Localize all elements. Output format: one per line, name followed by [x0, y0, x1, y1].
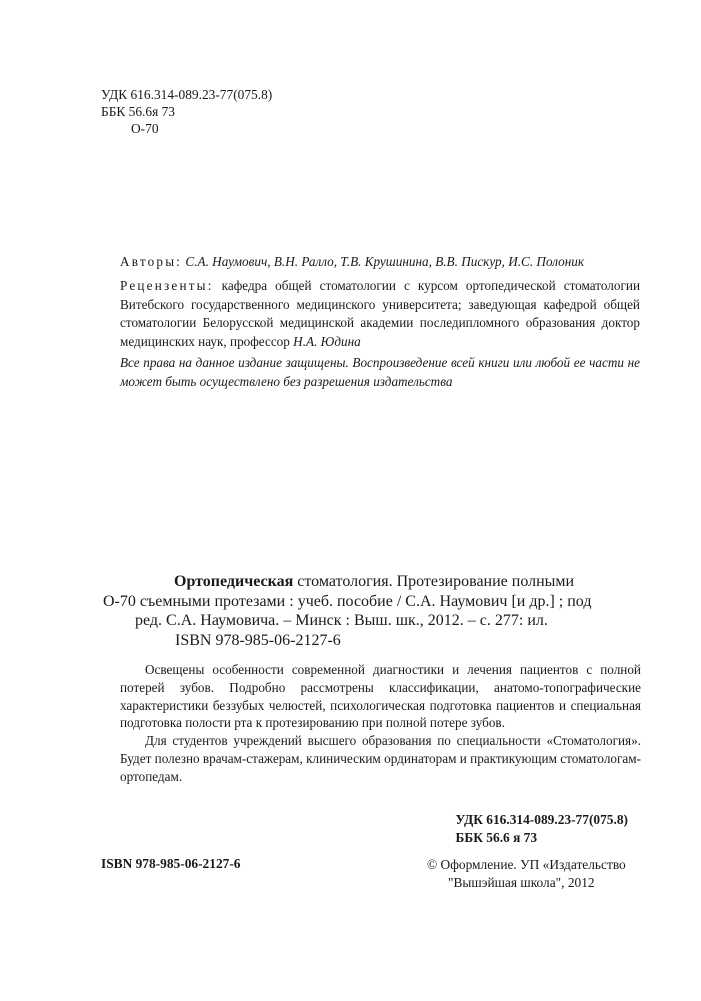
copyright-line-1: © Оформление. УП «Издательство: [427, 857, 626, 872]
biblio-line-3: ред. С.А. Наумовича. – Минск : Выш. шк., 2012. – с. 277: ил.: [135, 612, 548, 629]
header-codes: [101, 86, 272, 137]
reviewers-block: [120, 277, 640, 351]
reviewers-text: кафедра общей стоматологии с курсом ортопедической стоматологии Витебского государственного медицинского университета; заведующая кафедрой общей стоматологии Белорусской медицинской академии последипломного образования доктор медицинских наук, профессор: [120, 278, 640, 349]
copyright-notice: Все права на данное издание защищены. Воспроизведение всей книги или любой ее части не может быть осуществлено без разрешения издательства: [120, 355, 640, 389]
footer-isbn: ISBN 978-985-06-2127-6: [101, 856, 241, 871]
footer-codes: [456, 811, 628, 847]
bibliographic-record: [103, 572, 643, 650]
biblio-title-rest: стоматология. Протезирование полными: [297, 573, 575, 590]
biblio-isbn: ISBN 978-985-06-2127-6: [175, 631, 341, 649]
bbk-code: ББК 56.6я 73: [101, 104, 175, 119]
annotation-paragraph-2: Для студентов учреждений высшего образования по специальности «Стоматология». Будет полезно врачам-стажерам, клиническим ординаторам и практикующим стоматологам-ортопедам.: [120, 733, 641, 784]
author-mark: О-70: [131, 121, 159, 136]
biblio-title-bold: Ортопедическая: [174, 573, 294, 590]
authors-line: [120, 254, 640, 270]
biblio-line-2: [103, 592, 643, 612]
biblio-code: О-70: [103, 592, 136, 610]
footer-copyright: [427, 856, 626, 892]
annotation-paragraph-1: Освещены особенности современной диагностики и лечения пациентов с полной потерей зубов. Подробно рассмотрены классификации, анатомо-топографические характеристики беззубых челюстей, психологическая подготовка пациентов и специальная подготовка полости рта к протезированию при полной потере зубов.: [120, 662, 641, 731]
annotation: [120, 661, 641, 786]
authors-names: С.А. Наумович, В.Н. Ралло, Т.В. Крушинина, В.В. Пискур, И.С. Полоник: [185, 254, 585, 269]
reviewer-name: Н.А. Юдина: [293, 333, 361, 349]
reviewers-label: Рецензенты:: [120, 278, 214, 293]
biblio-title-line: [103, 572, 643, 592]
footer-bbk: ББК 56.6 я 73: [455, 830, 538, 845]
biblio-line-2-text: съемными протезами : учеб. пособие / С.А. Наумович [и др.] ; под: [139, 592, 592, 610]
footer-udk: УДК 616.314-089.23-77(075.8): [455, 812, 628, 827]
udk-code: УДК 616.314-089.23-77(075.8): [101, 87, 273, 102]
copyright-line-2: "Вышэйшая школа", 2012: [448, 875, 595, 890]
authors-label: Авторы:: [120, 254, 183, 269]
